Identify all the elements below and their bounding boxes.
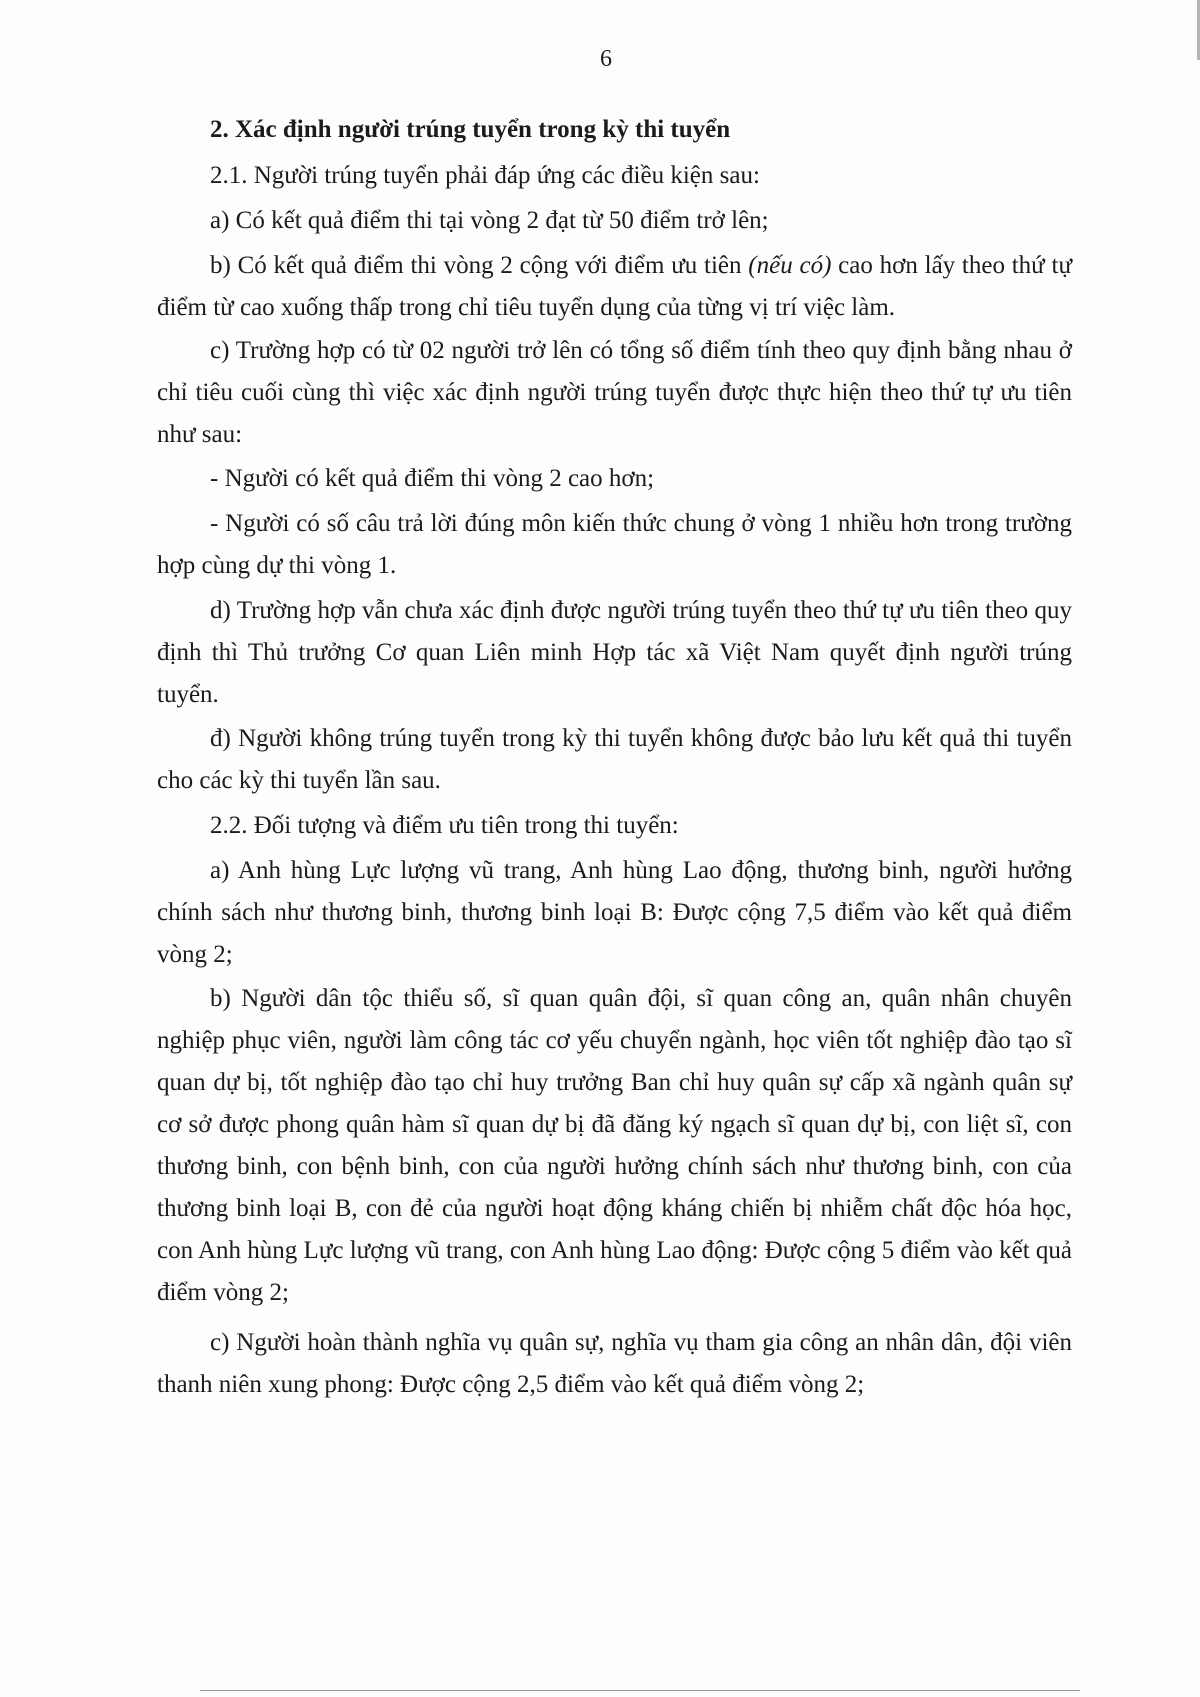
paragraph-2-2-a: a) Anh hùng Lực lượng vũ trang, Anh hùng Lao động, thương binh, người hưởng chính sách như thương binh, thương binh loại B: Được cộng 7,5 điểm vào kết quả điểm vòng 2;	[157, 857, 1072, 968]
section-heading: 2. Xác định người trúng tuyển trong kỳ thi tuyển	[210, 116, 731, 143]
paragraph-d: d) Trường hợp vẫn chưa xác định được người trúng tuyển theo thứ tự ưu tiên theo quy định thì Thủ trưởng Cơ quan Liên minh Hợp tác xã Việt Nam quyết định người trúng tuyển.	[157, 597, 1072, 708]
bottom-scan-line	[200, 1690, 1080, 1691]
paragraph-c: c) Trường hợp có từ 02 người trở lên có tổng số điểm tính theo quy định bằng nhau ở chỉ tiêu cuối cùng thì việc xác định người trúng tuyển được thực hiện theo thứ tự ưu tiên như sau:	[157, 337, 1072, 448]
paragraph-dash-2: - Người có số câu trả lời đúng môn kiến thức chung ở vòng 1 nhiều hơn trong trường hợp cùng dự thi vòng 1.	[157, 510, 1072, 579]
paragraph-b-text-2: cao hơn lấy theo thứ tự điểm từ cao xuống thấp trong chỉ tiêu tuyển dụng của từng vị trí việc làm.	[157, 252, 1072, 321]
page-number: 6	[600, 46, 612, 72]
paragraph-2-2: 2.2. Đối tượng và điểm ưu tiên trong thi tuyển:	[210, 812, 679, 839]
paragraph-dash-1: - Người có kết quả điểm thi vòng 2 cao hơn;	[210, 465, 655, 492]
paragraph-dd: đ) Người không trúng tuyển trong kỳ thi tuyển không được bảo lưu kết quả thi tuyển cho các kỳ thi tuyển lần sau.	[157, 725, 1072, 794]
paragraph-b	[157, 245, 1072, 329]
paragraph-2-2-c: c) Người hoàn thành nghĩa vụ quân sự, nghĩa vụ tham gia công an nhân dân, đội viên thanh niên xung phong: Được cộng 2,5 điểm vào kết quả điểm vòng 2;	[157, 1329, 1072, 1398]
paragraph-2-2-b: b) Người dân tộc thiểu số, sĩ quan quân đội, sĩ quan công an, quân nhân chuyên nghiệp phục viên, người làm công tác cơ yếu chuyển ngành, học viên tốt nghiệp đào tạo sĩ quan dự bị, tốt nghiệp đào tạo chỉ huy trưởng Ban chỉ huy quân sự cấp xã ngành quân sự cơ sở được phong quân hàm sĩ quan dự bị đã đăng ký ngạch sĩ quan dự bị, con liệt sĩ, con thương binh, con bệnh binh, con của người hưởng chính sách như thương binh, con của thương binh loại B, con đẻ của người hoạt động kháng chiến bị nhiễm chất độc hóa học, con Anh hùng Lực lượng vũ trang, con Anh hùng Lao động: Được cộng 5 điểm vào kết quả điểm vòng 2;	[157, 985, 1072, 1306]
paragraph-b-text-1: b) Có kết quả điểm thi vòng 2 cộng với điểm ưu tiên	[210, 252, 749, 279]
paragraph-b-italic: (nếu có)	[748, 252, 832, 279]
paragraph-a: a) Có kết quả điểm thi tại vòng 2 đạt từ 50 điểm trở lên;	[210, 207, 769, 234]
paragraph-2-1: 2.1. Người trúng tuyển phải đáp ứng các điều kiện sau:	[210, 162, 760, 189]
